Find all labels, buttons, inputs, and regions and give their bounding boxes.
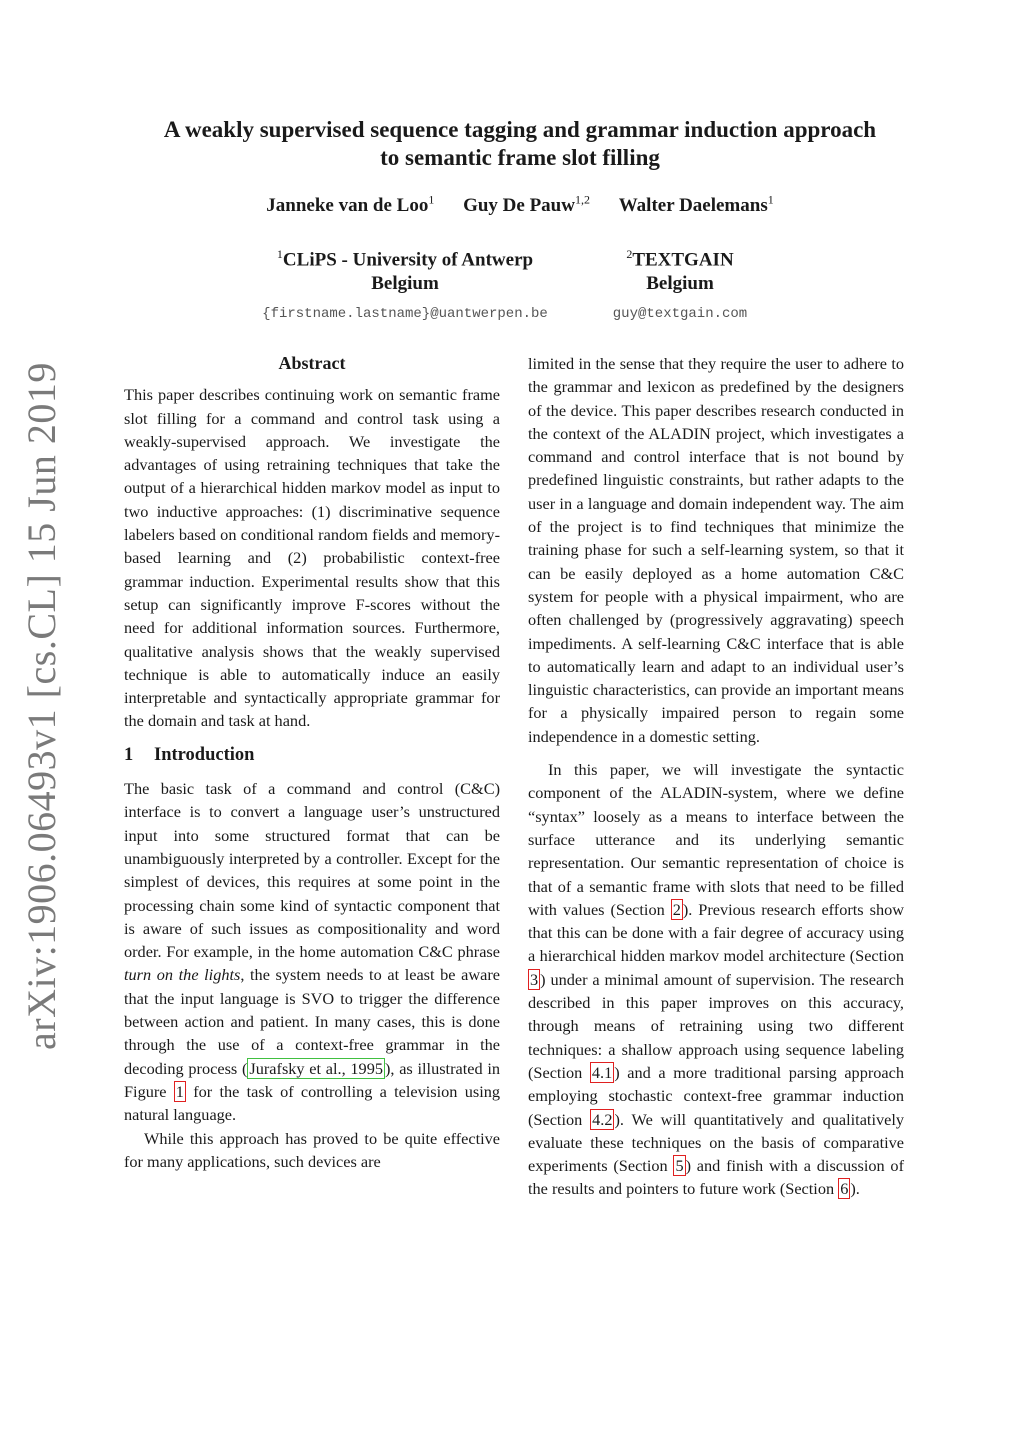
author-3: Walter Daelemans$^1$ <box>618 193 774 217</box>
email-2: guy@textgain.com <box>612 306 748 323</box>
abstract-heading: Abstract <box>278 353 346 373</box>
intro-paragraph-1: The basic task of a command and control (C&C) interface is to convert a language user’s unstructured input into some structured format that can be unambiguously interpreted by a controller. Except for the simplest of devices, this requires at some point in the processing chain some kind of syntactic component that is aware of such issues as compositionality and word order. For example, in the home automation C&C phrase turn on the lights, the system needs to at least be aware that the input language is SVO to trigger the difference between action and patient. In many cases, this is done through the use of a context-free grammar in the decoding process ( Jurafsky et al., 1995 ), as illustrated in Figure 1 for the task of controlling a television using natural language. <box>124 779 501 1125</box>
intro-paragraph-2-cont: limited in the sense that they require the user to adhere to the grammar and lexicon as predefined by the designers of the device. This paper describes research conducted in the context of the ALADIN project, which investigates a command and control interface that is not bound by predefined linguistic constraints, but rather adapts to the user in a language and domain independent way. The aim of the project is to find techniques that minimize the training phase for such a self-learning system, so that it can be easily deployed as a home automation C&C system for people with a physical impairment, who are often challenged by (progressively aggravating) speech impediments. A self-learning C&C interface that is able to automatically learn and adapt to an individual user’s linguistic characteristics, can provide an important means for a physically impaired person to regain some independence in a domestic setting. <box>528 354 904 746</box>
section-link[interactable]: 5 <box>675 1156 684 1176</box>
section-link[interactable]: 4.2 <box>592 1109 613 1129</box>
abstract-text: This paper describes continuing work on semantic frame slot filling for a command and control task using a weakly-supervised approach. We investigate the advantages of using retraining techniques that take the output of a hierarchical hidden markov model as input to two inductive approaches: (1) discriminative sequence labelers based on conditional random fields and memory-based learning and (2) probabilistic context-free grammar induction. Experimental results show that this setup can significantly improve F-scores without the need for additional information sources. Furthermore, qualitative analysis shows that the weakly supervised technique is able to automatically induce an easily interpretable and syntactically appropriate grammar for the domain and task at hand. <box>124 385 500 731</box>
affiliation-2: $^2$TEXTGAIN Belgium guy@textgain.com <box>590 242 770 326</box>
author-2: Guy De Pauw$^{1,2}$ <box>463 193 590 217</box>
section-link[interactable]: 4.1 <box>591 1062 613 1082</box>
author-1: Janneke van de Loo$^1$ <box>266 193 435 217</box>
section-link[interactable]: 6 <box>840 1179 849 1199</box>
section-link[interactable]: 2 <box>672 899 681 919</box>
left-column <box>124 352 500 1173</box>
arxiv-identifier: arXiv:1906.06493v1 [cs.CL] 15 Jun 2019 <box>19 362 64 1050</box>
citation-link[interactable]: Jurafsky et al., 1995 <box>249 1058 383 1078</box>
intro-paragraph-3: In this paper, we will investigate the syntactic component of the ALADIN-system, where we define “syntax” loosely as a means to interface between the surface utterance and its underlying semantic representation. Our semantic representation of choice is that of a semantic frame with slots that need to be filled with values (Section 2 ). Previous research efforts show that this can be done with a fair degree of accuracy using a hierarchical hidden markov model architecture (Section 3 ) under a minimal amount of supervision. The research described in this paper improves on this accuracy, through means of retraining using two different techniques: a shallow approach using sequence labeling (Section 4.1 ) and a more traditional parsing approach employing stochastic context-free grammar induction (Section 4.2 ). We will quantitatively and qualitatively evaluate these techniques on the basis of comparative experiments (Section 5 ) and finish with a discussion of the results and pointers to future work (Section 6 ). <box>528 760 904 1199</box>
right-column <box>528 352 904 1201</box>
section-heading-introduction: 1 Introduction <box>124 744 255 765</box>
intro-paragraph-2-start: While this approach has proved to be quite effective for many applications, such devices are <box>124 1128 500 1171</box>
title-line-2: to semantic frame slot filling <box>380 145 660 170</box>
section-link[interactable]: 3 <box>530 969 539 989</box>
author-list <box>110 193 930 217</box>
email-1: {firstname.lastname}@uantwerpen.be <box>262 306 548 323</box>
paper-title <box>110 116 930 172</box>
affiliation-1: $^1$CLiPS - University of Antwerp Belgium {firstname.lastname}@uantwerpen.be <box>240 242 570 326</box>
title-line-1: A weakly supervised sequence tagging and grammar induction approach <box>163 117 877 142</box>
figure-link[interactable]: 1 <box>175 1081 184 1101</box>
